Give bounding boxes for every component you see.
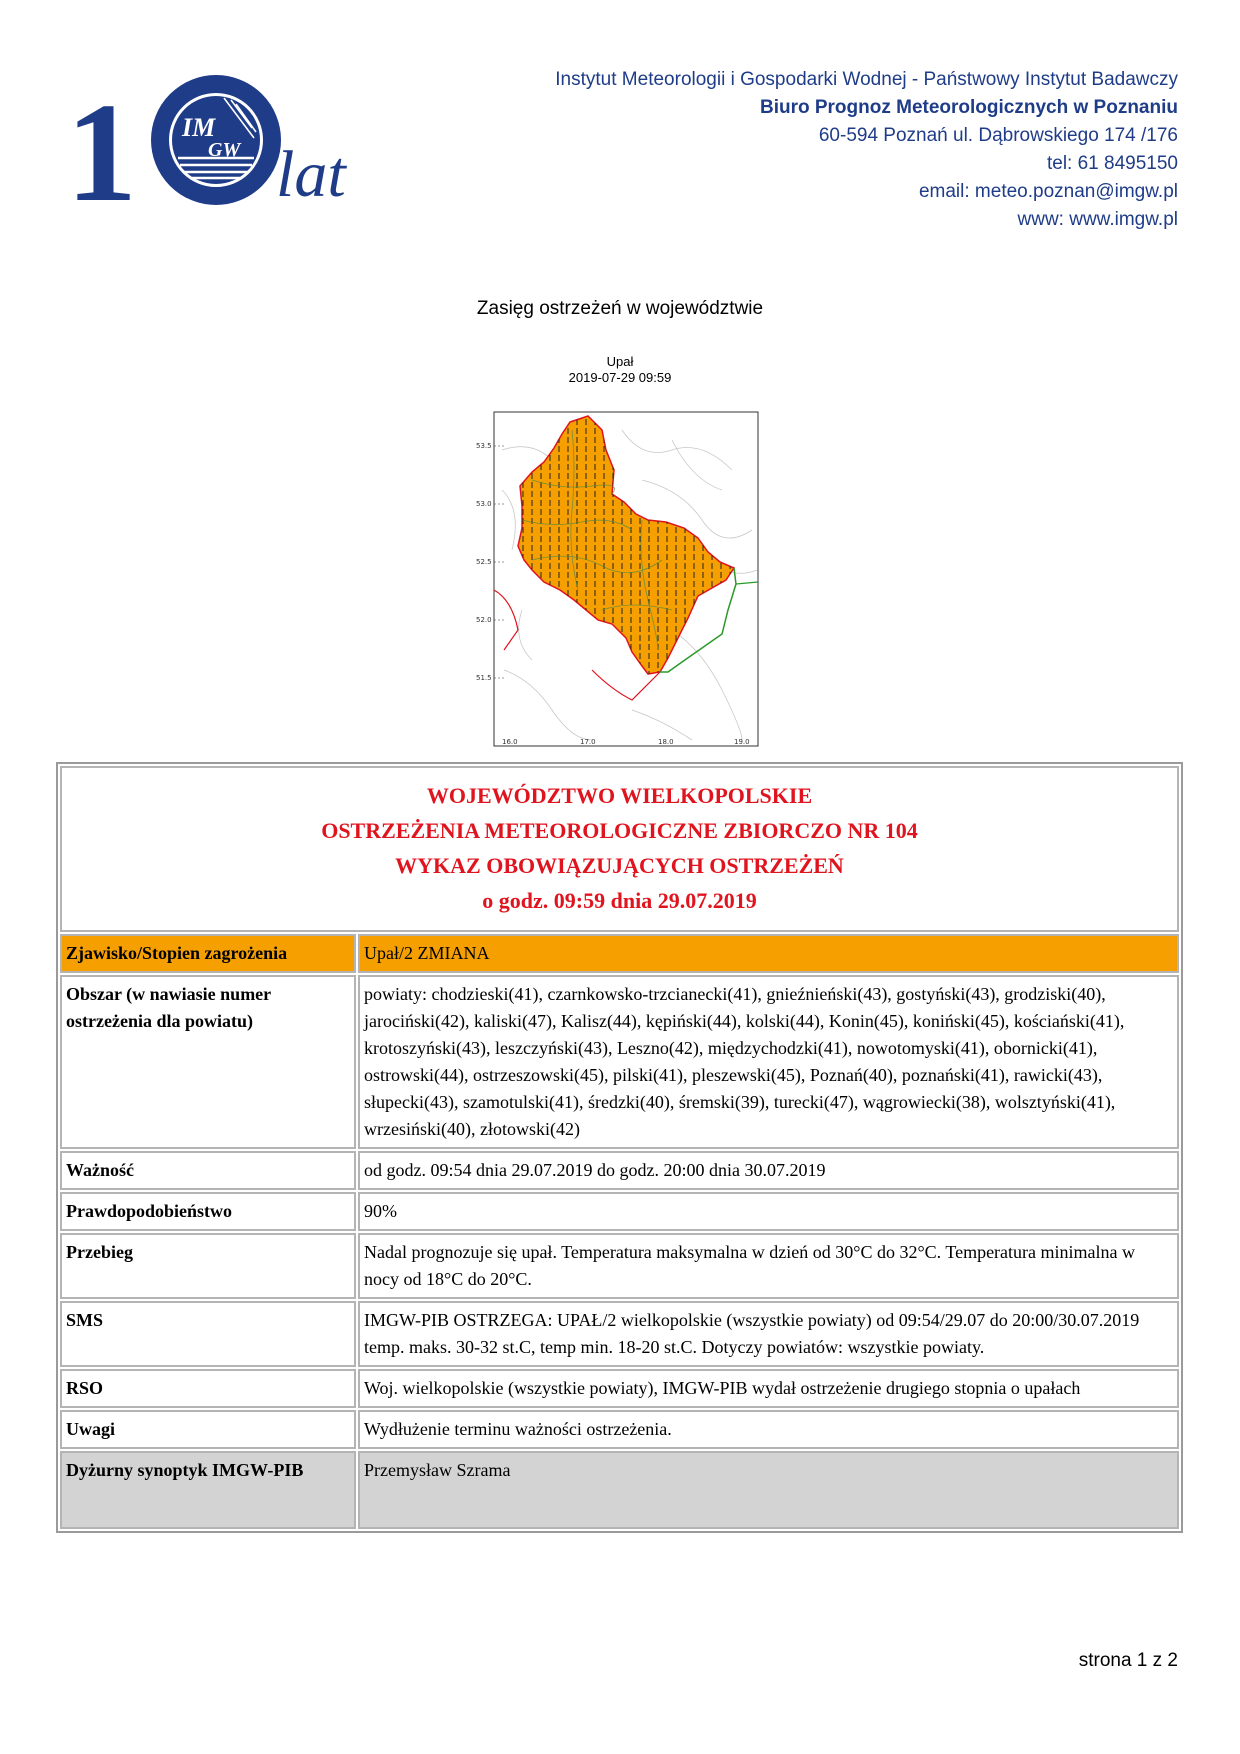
table-row-zjawisko <box>60 934 1179 973</box>
row-label: RSO <box>60 1369 356 1408</box>
row-label: Dyżurny synoptyk IMGW-PIB <box>60 1451 356 1529</box>
page-number: strona 1 z 2 <box>1078 1650 1178 1671</box>
row-value: powiaty: chodzieski(41), czarnkowsko-trzcianecki(41), gnieźnieński(43), gostyński(43), grodziski(40), jarociński(42), kaliski(47), Kalisz(44), kępiński(44), kolski(44), Konin(45), koniński(45), kościański(41), krotoszyński(43), leszczyński(43), Leszno(42), międzychodzki(41), nowotomyski(41), obornicki(41), ostrowski(44), ostrzeszowski(45), pilski(41), pleszewski(45), Poznań(40), poznański(41), rawicki(43), słupecki(43), szamotulski(41), średzki(40), śremski(39), turecki(47), wągrowiecki(38), wolsztyński(41), wrzesiński(40), złotowski(42) <box>358 975 1179 1149</box>
row-value: Upał/2 ZMIANA <box>358 934 1179 973</box>
map-x-tick: 17.0 <box>580 738 596 746</box>
issue-time-title: o godz. 09:59 dnia 29.07.2019 <box>482 888 757 913</box>
table-row-uwagi <box>60 1410 1179 1449</box>
table-row-rso <box>60 1369 1179 1408</box>
map-caption-title: Upał <box>606 354 634 369</box>
imgw-100-lat-logo <box>66 73 376 231</box>
map-y-tick: 53.5 <box>476 442 492 450</box>
institute-name: Instytut Meteorologii i Gospodarki Wodnej - Państwowy Instytut Badawczy <box>555 69 1178 90</box>
map-caption <box>500 354 740 386</box>
list-title: WYKAZ OBOWIĄZUJĄCYCH OSTRZEŻEŃ <box>395 853 844 878</box>
row-label: Obszar (w nawiasie numer ostrzeżenia dla powiatu) <box>60 975 356 1149</box>
row-value: Wydłużenie terminu ważności ostrzeżenia. <box>358 1410 1179 1449</box>
map-caption-date: 2019-07-29 09:59 <box>568 370 672 385</box>
map-x-tick: 18.0 <box>658 738 674 746</box>
map-x-tick: 19.0 <box>734 738 750 746</box>
logo-circle-text-2: GW <box>208 139 241 161</box>
institute-header <box>555 66 1178 234</box>
table-row-prawdopodobienstwo <box>60 1192 1179 1231</box>
logo-script: lat <box>276 138 346 211</box>
row-value: 90% <box>358 1192 1179 1231</box>
office-website[interactable]: www: www.imgw.pl <box>1017 209 1178 230</box>
warning-table <box>56 762 1183 1533</box>
table-row-dyzurny <box>60 1451 1179 1529</box>
table-row-obszar <box>60 975 1179 1149</box>
row-label: Przebieg <box>60 1233 356 1299</box>
warning-number-title: OSTRZEŻENIA METEOROLOGICZNE ZBIORCZO NR 104 <box>321 818 918 843</box>
row-value: IMGW-PIB OSTRZEGA: UPAŁ/2 wielkopolskie (wszystkie powiaty) od 09:54/29.07 do 20:00/30.07.2019 temp. maks. 30-32 st.C, temp min. 18-20 st.C. Dotyczy powiatów: wszystkie powiaty. <box>358 1301 1179 1367</box>
row-value: Nadal prognozuje się upał. Temperatura maksymalna w dzień od 30°C do 32°C. Temperatura minimalna w nocy od 18°C do 20°C. <box>358 1233 1179 1299</box>
map-x-tick: 16.0 <box>502 738 518 746</box>
row-label: SMS <box>60 1301 356 1367</box>
office-email[interactable]: email: meteo.poznan@imgw.pl <box>918 181 1178 202</box>
table-row-przebieg <box>60 1233 1179 1299</box>
table-row-sms <box>60 1301 1179 1367</box>
warning-map <box>476 410 762 750</box>
row-label: Uwagi <box>60 1410 356 1449</box>
map-y-tick: 52.0 <box>476 616 492 624</box>
office-phone: tel: 61 8495150 <box>1046 153 1178 174</box>
section-title: Zasięg ostrzeżeń w województwie <box>476 298 764 319</box>
row-value: od godz. 09:54 dnia 29.07.2019 do godz. 20:00 dnia 30.07.2019 <box>358 1151 1179 1190</box>
row-value: Przemysław Szrama <box>358 1451 1179 1529</box>
voivodeship-title: WOJEWÓDZTWO WIELKOPOLSKIE <box>426 783 813 808</box>
logo-circle-text-1: IM <box>182 113 216 142</box>
row-label: Prawdopodobieństwo <box>60 1192 356 1231</box>
map-y-tick: 53.0 <box>476 500 492 508</box>
row-label: Zjawisko/Stopien zagrożenia <box>60 934 356 973</box>
row-label: Ważność <box>60 1151 356 1190</box>
table-header-row <box>60 766 1179 932</box>
map-y-tick: 52.5 <box>476 558 492 566</box>
map-y-tick: 51.5 <box>476 674 492 682</box>
office-name: Biuro Prognoz Meteorologicznych w Poznaniu <box>759 97 1178 118</box>
logo-number: 1 <box>66 73 137 231</box>
table-row-waznosc <box>60 1151 1179 1190</box>
office-address: 60-594 Poznań ul. Dąbrowskiego 174 /176 <box>818 125 1178 146</box>
table-header <box>60 766 1179 932</box>
row-value: Woj. wielkopolskie (wszystkie powiaty), IMGW-PIB wydał ostrzeżenie drugiego stopnia o upałach <box>358 1369 1179 1408</box>
